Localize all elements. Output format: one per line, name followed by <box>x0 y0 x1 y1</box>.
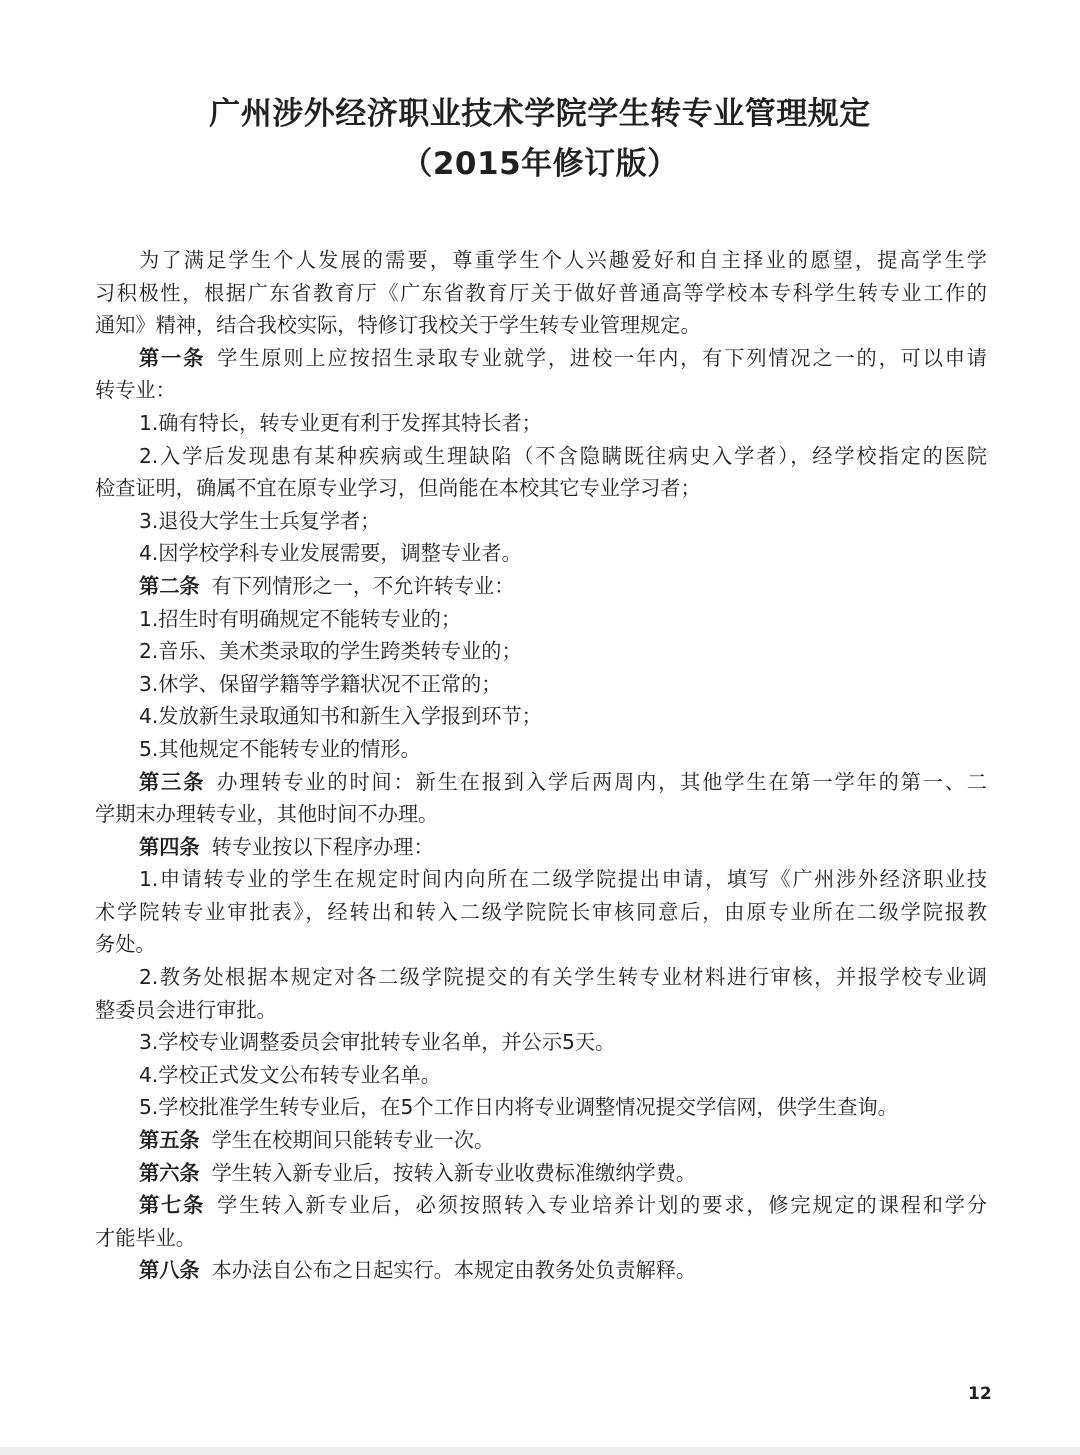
line-text: 为了满足学生个人发展的需要，尊重学生个人兴趣爱好和自主择业的愿望，提高学生学 <box>139 248 987 272</box>
article-label: 第四条 <box>139 834 200 859</box>
text-line <box>95 440 987 473</box>
line-text: 2.教务处根据本规定对各二级学院提交的有关学生转专业材料进行审核，并报学校专业调 <box>139 965 987 990</box>
article-label: 第二条 <box>139 573 200 598</box>
line-text: 5.其他规定不能转专业的情形。 <box>139 736 421 761</box>
paragraph <box>95 961 987 1026</box>
article-paragraph <box>95 831 987 864</box>
paragraph <box>95 537 987 570</box>
document-subtitle-version: （2015年修订版） <box>401 146 679 182</box>
text-line <box>95 668 987 701</box>
article-paragraph <box>95 1189 987 1254</box>
text-line <box>95 766 987 799</box>
text-line <box>95 733 987 766</box>
text-line <box>95 537 987 570</box>
line-text: 4.学校正式发文公布转专业名单。 <box>139 1062 441 1087</box>
paragraph <box>95 1026 987 1059</box>
article-paragraph <box>95 570 987 603</box>
text-line <box>95 505 987 538</box>
article-label: 第八条 <box>139 1258 200 1283</box>
paragraph <box>95 1091 987 1124</box>
line-text: 3.退役大学生士兵复学者； <box>139 508 381 533</box>
text-line <box>95 700 987 733</box>
line-text: 转专业按以下程序办理： <box>211 834 434 859</box>
article-paragraph <box>95 1124 987 1157</box>
line-text: 3.休学、保留学籍等学籍状况不正常的； <box>139 671 502 696</box>
line-text: 2.音乐、美术类录取的学生跨类转专业的； <box>139 639 522 664</box>
text-line <box>95 342 987 375</box>
text-line <box>95 1254 987 1287</box>
text-line <box>95 1059 987 1092</box>
text-line <box>95 896 987 929</box>
line-text: 本办法自公布之日起实行。本规定由教务处负责解释。 <box>211 1258 697 1283</box>
line-text: 学生转入新专业后，按转入新专业收费标准缴纳学费。 <box>211 1160 697 1185</box>
document-body <box>95 244 987 1287</box>
text-line <box>95 928 987 961</box>
line-text: 整委员会进行审批。 <box>95 997 277 1022</box>
line-text: 务处。 <box>95 932 156 957</box>
text-line <box>95 863 987 896</box>
article-paragraph <box>95 1254 987 1287</box>
line-text: 2.入学后发现患有某种疾病或生理缺陷（不含隐瞒既往病史入学者），经学校指定的医院 <box>139 443 987 468</box>
text-line <box>95 1124 987 1157</box>
article-label: 第三条 <box>139 769 206 794</box>
line-text: 学生在校期间只能转专业一次。 <box>211 1128 495 1153</box>
text-line <box>95 635 987 668</box>
line-text: 检查证明，确属不宜在原专业学习，但尚能在本校其它专业学习者； <box>95 476 701 501</box>
text-line <box>95 1189 987 1222</box>
line-text: 1.申请转专业的学生在规定时间内向所在二级学院提出申请，填写《广州涉外经济职业技 <box>139 867 987 892</box>
paragraph <box>95 1059 987 1092</box>
paragraph <box>95 700 987 733</box>
text-line <box>95 309 987 342</box>
line-text: 3.学校专业调整委员会审批转专业名单，并公示5天。 <box>139 1030 616 1055</box>
line-text: 转专业： <box>95 378 176 403</box>
article-label: 第七条 <box>139 1193 206 1218</box>
article-label: 第一条 <box>139 345 206 370</box>
paragraph <box>95 244 987 342</box>
text-line <box>95 1222 987 1255</box>
text-line <box>95 1091 987 1124</box>
line-text: 通知》精神，结合我校实际，特修订我校关于学生转专业管理规定。 <box>95 313 701 338</box>
paragraph <box>95 505 987 538</box>
paragraph <box>95 603 987 636</box>
text-line <box>95 961 987 994</box>
paragraph <box>95 668 987 701</box>
line-text: 学生转入新专业后，必须按照转入专业培养计划的要求，修完规定的课程和学分 <box>217 1193 987 1218</box>
paragraph <box>95 733 987 766</box>
text-line <box>95 407 987 440</box>
line-text: 有下列情形之一，不允许转专业： <box>211 573 515 598</box>
line-text: 学生原则上应按招生录取专业就学，进校一年内，有下列情况之一的，可以申请 <box>217 345 987 370</box>
text-line <box>95 374 987 407</box>
line-text: 学期末办理转专业，其他时间不办理。 <box>95 802 439 827</box>
line-text: 1.确有特长，转专业更有利于发挥其特长者； <box>139 410 542 435</box>
text-line <box>95 798 987 831</box>
page-number: 12 <box>968 1384 992 1404</box>
article-paragraph <box>95 342 987 407</box>
line-text: 习积极性，根据广东省教育厅《广东省教育厅关于做好普通高等学校本专科学生转专业工作的 <box>95 280 987 305</box>
article-paragraph <box>95 766 987 831</box>
text-line <box>95 1026 987 1059</box>
line-text: 才能毕业。 <box>95 1225 196 1250</box>
page-bottom-edge <box>0 1447 1080 1455</box>
article-label: 第五条 <box>139 1128 200 1153</box>
document-title: 广州涉外经济职业技术学院学生转专业管理规定 <box>209 96 871 132</box>
text-line <box>95 1157 987 1190</box>
line-text: 4.因学校学科专业发展需要，调整专业者。 <box>139 541 522 566</box>
text-line <box>95 994 987 1027</box>
article-label: 第六条 <box>139 1160 200 1185</box>
line-text: 4.发放新生录取通知书和新生入学报到环节； <box>139 704 542 729</box>
paragraph <box>95 407 987 440</box>
paragraph <box>95 635 987 668</box>
line-text: 术学院转专业审批表》，经转出和转入二级学院院长审核同意后，由原专业所在二级学院报教 <box>95 899 987 924</box>
paragraph <box>95 440 987 505</box>
article-paragraph <box>95 1157 987 1190</box>
line-text: 1.招生时有明确规定不能转专业的； <box>139 606 462 631</box>
text-line <box>95 472 987 505</box>
text-line <box>95 570 987 603</box>
text-line <box>95 831 987 864</box>
text-line <box>95 603 987 636</box>
paragraph <box>95 863 987 961</box>
text-line <box>95 277 987 310</box>
line-text: 办理转专业的时间：新生在报到入学后两周内，其他学生在第一学年的第一、二 <box>217 769 987 794</box>
line-text: 5.学校批准学生转专业后，在5个工作日内将专业调整情况提交学信网，供学生查询。 <box>139 1095 898 1120</box>
text-line <box>95 244 987 277</box>
